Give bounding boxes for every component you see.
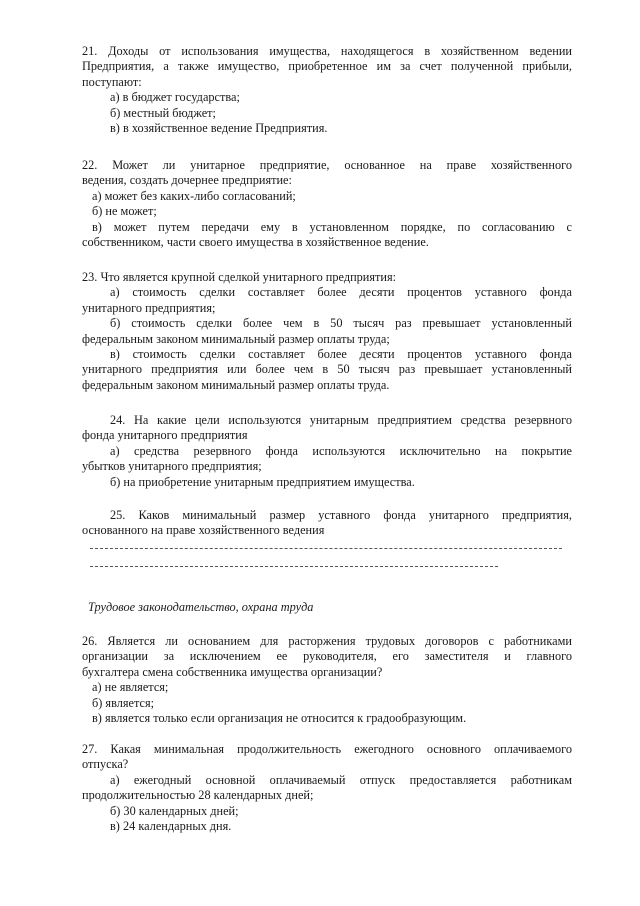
answer-option: а) ежегодный основной оплачиваемый отпуск предоставляется работникам: [110, 772, 572, 787]
question-text: 25. Каков минимальный размер уставного фонда унитарного предприятия,: [110, 508, 572, 522]
answer-option: а) в бюджет государства;: [110, 90, 240, 105]
question-text: организации за исключением ее руководителя, его заместителя и главного: [82, 649, 572, 664]
answer-option: федеральным законом минимальный размер оплаты труда.: [82, 377, 390, 392]
section-heading: Трудовое законодательство, охрана труда: [88, 600, 314, 614]
answer-option: продолжительностью 28 календарных дней;: [82, 788, 314, 803]
question-text: 22. Может ли унитарное предприятие, основанное на праве хозяйственного: [82, 158, 572, 172]
answer-option: унитарного предприятия;: [82, 300, 216, 315]
answer-option: б) на приобретение унитарным предприятием имущества.: [110, 474, 415, 489]
question-text: 24. На какие цели используются унитарным предприятием средства резервного: [110, 413, 572, 427]
answer-option: а) стоимость сделки составляет более десяти процентов уставного фонда: [110, 285, 572, 300]
question-26: [82, 634, 572, 726]
answer-option: в) может путем передачи ему в установленном порядке, по согласованию с: [92, 219, 572, 234]
answer-option: б) является;: [92, 695, 155, 710]
answer-blank-line[interactable]: [90, 548, 562, 549]
answer-option: собственником, части своего имущества в хозяйственное ведение.: [82, 235, 429, 250]
question-text: фонда унитарного предприятия: [82, 428, 248, 443]
answer-option: а) не является;: [92, 680, 169, 695]
answer-option: а) средства резервного фонда используются исключительно на покрытие: [110, 443, 572, 458]
question-text: 27. Какая минимальная продолжительность ежегодного основного оплачиваемого: [82, 742, 572, 756]
question-text: бухгалтера смена собственника имущества организации?: [82, 664, 383, 679]
question-23: [82, 270, 572, 393]
question-25: [82, 508, 572, 539]
question-text: Предприятия, а также имущество, приобретенное им за счет полученной прибыли,: [82, 59, 572, 74]
answer-option: б) стоимость сделки более чем в 50 тысяч раз превышает установленный: [110, 316, 572, 331]
answer-option: б) местный бюджет;: [110, 105, 216, 120]
answer-option: унитарного предприятия или более чем в 50 тысяч раз превышает установленный: [82, 362, 572, 377]
answer-option: убытков унитарного предприятия;: [82, 459, 262, 474]
question-text: 26. Является ли основанием для расторжения трудовых договоров с работниками: [82, 634, 572, 648]
answer-blank-line[interactable]: [90, 566, 498, 567]
question-text: отпуска?: [82, 757, 129, 772]
answer-option: в) является только если организация не относится к градообразующим.: [92, 711, 467, 726]
answer-option: в) 24 календарных дня.: [110, 819, 232, 834]
question-text: поступают:: [82, 74, 142, 89]
question-24: [82, 413, 572, 490]
question-21: [82, 44, 572, 136]
question-text: 23. Что является крупной сделкой унитарного предприятия:: [82, 270, 397, 284]
question-text: ведения, создать дочернее предприятие:: [82, 173, 292, 188]
answer-option: б) 30 календарных дней;: [110, 803, 239, 818]
question-22: [82, 158, 572, 250]
answer-option: в) стоимость сделки составляет более десяти процентов уставного фонда: [110, 347, 572, 362]
question-text: основанного на праве хозяйственного ведения: [82, 523, 325, 538]
answer-option: б) не может;: [92, 204, 157, 219]
answer-option: федеральным законом минимальный размер оплаты труда;: [82, 331, 390, 346]
question-text: 21. Доходы от использования имущества, находящегося в хозяйственном ведении: [82, 44, 572, 58]
answer-option: а) может без каких-либо согласований;: [92, 188, 296, 203]
answer-option: в) в хозяйственное ведение Предприятия.: [110, 121, 328, 136]
question-27: [82, 742, 572, 834]
